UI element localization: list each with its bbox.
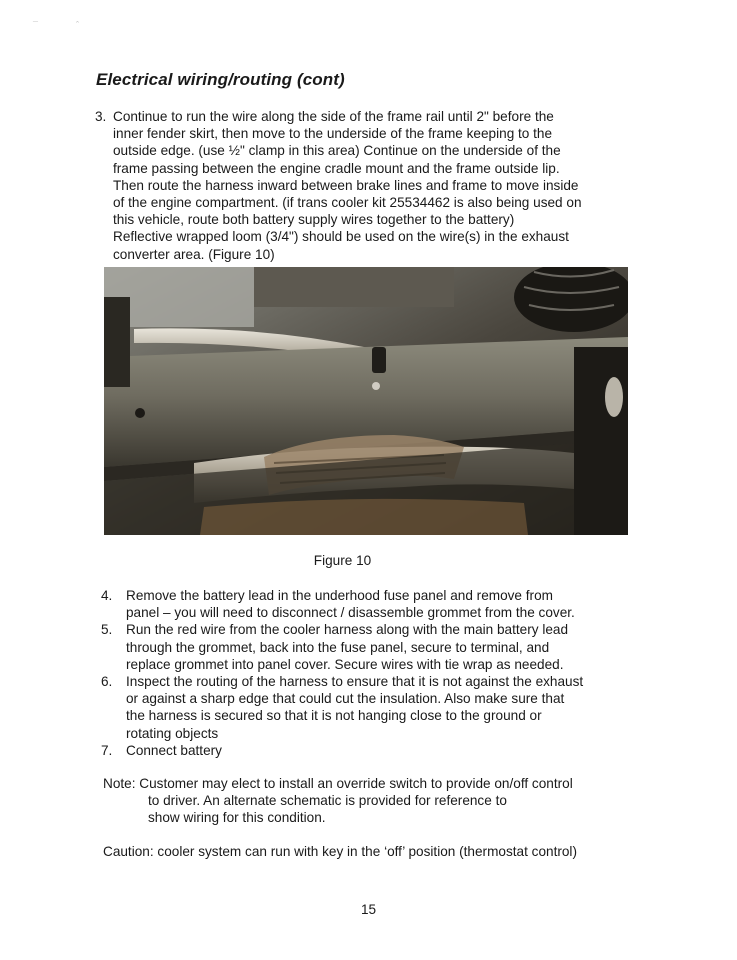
text-line: Remove the battery lead in the underhood fuse panel and remove from xyxy=(126,588,553,603)
text-line: converter area. (Figure 10) xyxy=(113,246,275,262)
text-line: inner fender skirt, then move to the underside of the frame keeping to the xyxy=(113,126,553,142)
text-line: panel – you will need to disconnect / disassemble grommet from the cover. xyxy=(126,605,575,621)
text-line: the harness is secured so that it is not hanging close to the ground or xyxy=(126,708,542,724)
text-line: Reflective wrapped loom (3/4") should be used on the wire(s) in the exhaust xyxy=(113,229,569,245)
text-line: outside edge. (use ½" clamp in this area) Continue on the underside of the xyxy=(113,143,561,159)
scan-mark: ˆ xyxy=(76,20,79,30)
note-block xyxy=(103,775,573,827)
text-line: this vehicle, route both battery supply wires together to the battery) xyxy=(113,212,515,228)
steps-list xyxy=(101,587,661,759)
photo-frame-rail-wiring xyxy=(104,267,628,535)
text-line: Run the red wire from the cooler harness along with the main battery lead xyxy=(126,622,569,638)
text-line: Connect battery xyxy=(126,742,222,758)
text-line: Continue to run the wire along the side of the frame rail until 2" before the xyxy=(113,109,554,124)
text-line: replace grommet into panel cover. Secure wires with tie wrap as needed. xyxy=(126,656,564,672)
step-7 xyxy=(101,742,661,759)
step-text xyxy=(126,673,661,742)
figure-caption: Figure 10 xyxy=(313,553,372,568)
section-title: Electrical wiring/routing (cont) xyxy=(96,70,345,89)
step-number: 4. xyxy=(101,588,113,603)
text-line: of the engine compartment. (if trans cooler kit 25534462 is also being used on xyxy=(113,195,582,211)
note-line: show wiring for this condition. xyxy=(148,810,326,826)
step-text xyxy=(126,587,661,621)
scan-mark: ¯ xyxy=(33,20,38,30)
text-line: rotating objects xyxy=(126,725,219,741)
step-number: 7. xyxy=(101,742,113,758)
step-text xyxy=(113,108,640,263)
caution-text: Caution: cooler system can run with key in the ‘off’ position (thermostat control) xyxy=(103,844,577,859)
step-number: 5. xyxy=(101,622,113,638)
step-number: 6. xyxy=(101,674,113,690)
figure-10-photo xyxy=(104,267,628,535)
text-line: through the grommet, back into the fuse panel, secure to terminal, and xyxy=(126,639,550,655)
text-line: Then route the harness inward between brake lines and frame to move inside xyxy=(113,177,579,193)
note-line: Note: Customer may elect to install an override switch to provide on/off control xyxy=(103,776,573,791)
text-line: frame passing between the engine cradle mount and the frame outside lip. xyxy=(113,160,560,176)
note-line: to driver. An alternate schematic is provided for reference to xyxy=(148,793,507,809)
step-3 xyxy=(95,108,640,263)
step-4 xyxy=(101,587,661,621)
step-text xyxy=(126,621,661,673)
text-line: or against a sharp edge that could cut the insulation. Also make sure that xyxy=(126,691,565,707)
step-text xyxy=(126,742,661,759)
step-5 xyxy=(101,621,661,673)
page-number: 15 xyxy=(360,902,377,917)
text-line: Inspect the routing of the harness to ensure that it is not against the exhaust xyxy=(126,674,584,690)
step-6 xyxy=(101,673,661,742)
step-number: 3. xyxy=(95,109,107,124)
